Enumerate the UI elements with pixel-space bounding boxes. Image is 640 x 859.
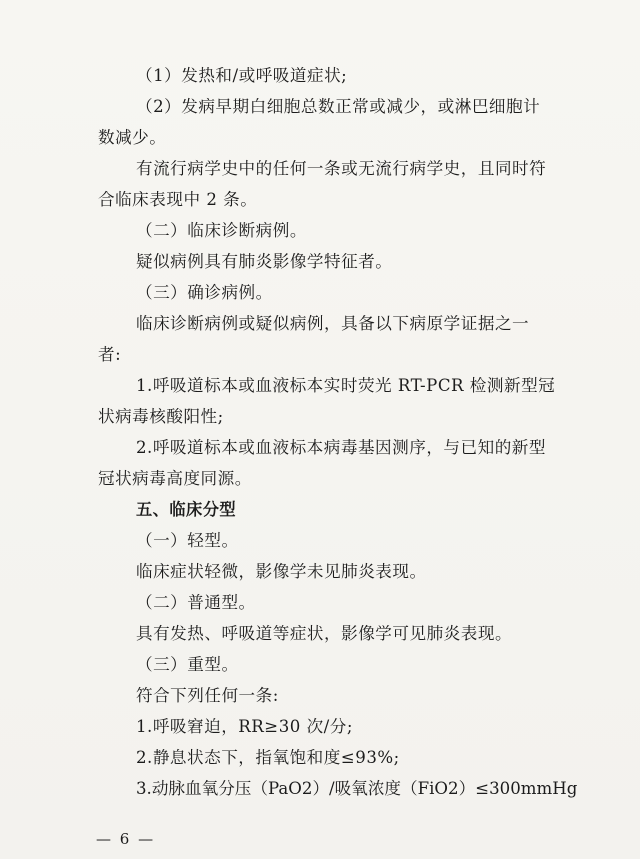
text-line: （三）确诊病例。 xyxy=(136,283,273,302)
page-number: — 6 — xyxy=(96,830,156,848)
text-line: 2.呼吸道标本或血液标本病毒基因测序，与已知的新型 xyxy=(136,438,546,457)
text-line: 状病毒核酸阳性; xyxy=(98,407,224,426)
text-line: 临床症状轻微，影像学未见肺炎表现。 xyxy=(136,562,427,581)
text-line: 3.动脉血氧分压（PaO2）/吸氧浓度（FiO2）≤300mmHg xyxy=(136,779,578,798)
text-line: 冠状病毒高度同源。 xyxy=(98,469,252,488)
text-line: （1）发热和/或呼吸道症状; xyxy=(136,66,348,85)
text-line: （一）轻型。 xyxy=(136,531,239,550)
text-line: 符合下列任何一条: xyxy=(136,686,279,705)
text-line: 2.静息状态下，指氧饱和度≤93%; xyxy=(136,748,400,767)
text-line: 合临床表现中 2 条。 xyxy=(98,190,258,209)
text-line: 1.呼吸道标本或血液标本实时荧光 RT-PCR 检测新型冠 xyxy=(136,376,556,395)
text-line: 具有发热、呼吸道等症状，影像学可见肺炎表现。 xyxy=(136,624,513,643)
section-heading: 五、临床分型 xyxy=(136,500,237,519)
text-line: （二）临床诊断病例。 xyxy=(136,221,307,240)
text-line: 有流行病学史中的任何一条或无流行病学史，且同时符 xyxy=(136,159,547,178)
text-line: （二）普通型。 xyxy=(136,593,256,612)
text-line: （三）重型。 xyxy=(136,655,239,674)
text-line: 者: xyxy=(98,345,122,364)
text-line: 临床诊断病例或疑似病例，具备以下病原学证据之一 xyxy=(136,314,530,333)
text-line: （2）发病早期白细胞总数正常或减少，或淋巴细胞计 xyxy=(136,97,541,116)
text-line: 数减少。 xyxy=(98,128,167,147)
text-line: 疑似病例具有肺炎影像学特征者。 xyxy=(136,252,393,271)
text-line: 1.呼吸窘迫，RR≥30 次/分; xyxy=(136,717,353,736)
